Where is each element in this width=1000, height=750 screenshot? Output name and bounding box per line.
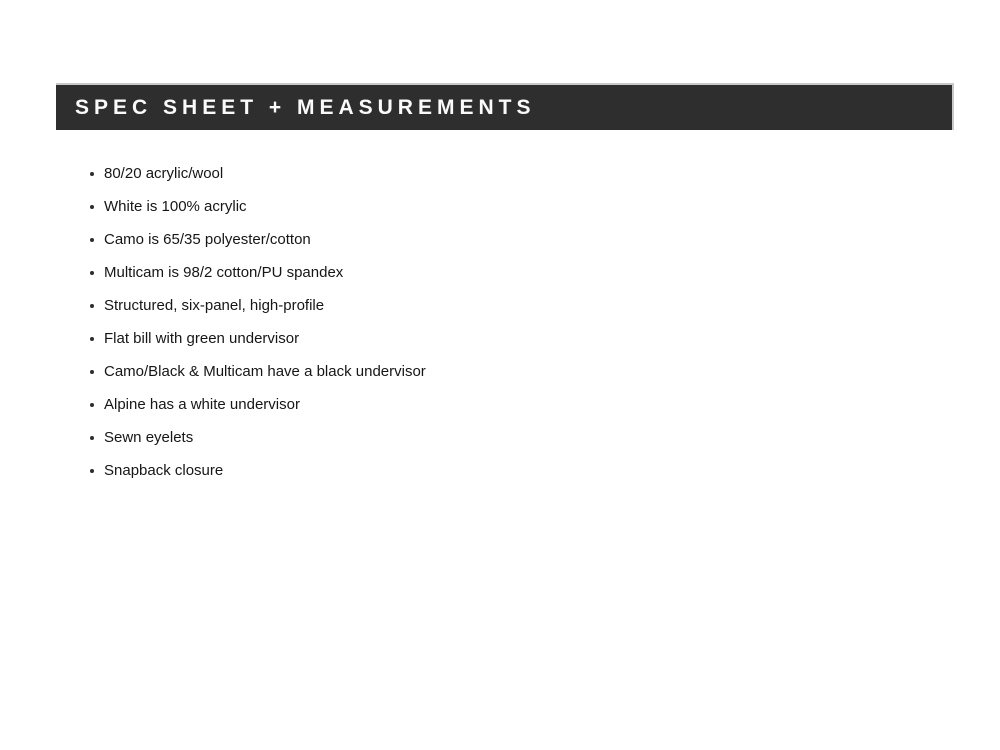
list-item: Structured, six-panel, high-profile bbox=[56, 296, 426, 315]
list-item: White is 100% acrylic bbox=[56, 197, 426, 216]
list-item: Flat bill with green undervisor bbox=[56, 329, 426, 348]
list-item: Snapback closure bbox=[56, 461, 426, 480]
list-item: Alpine has a white undervisor bbox=[56, 395, 426, 414]
list-item: Camo/Black & Multicam have a black undervisor bbox=[56, 362, 426, 381]
section-header-bar bbox=[56, 83, 954, 130]
section-title: SPEC SHEET + MEASUREMENTS bbox=[75, 96, 536, 119]
spec-list bbox=[56, 164, 426, 494]
list-item: 80/20 acrylic/wool bbox=[56, 164, 426, 183]
list-item: Camo is 65/35 polyester/cotton bbox=[56, 230, 426, 249]
list-item: Multicam is 98/2 cotton/PU spandex bbox=[56, 263, 426, 282]
list-item: Sewn eyelets bbox=[56, 428, 426, 447]
